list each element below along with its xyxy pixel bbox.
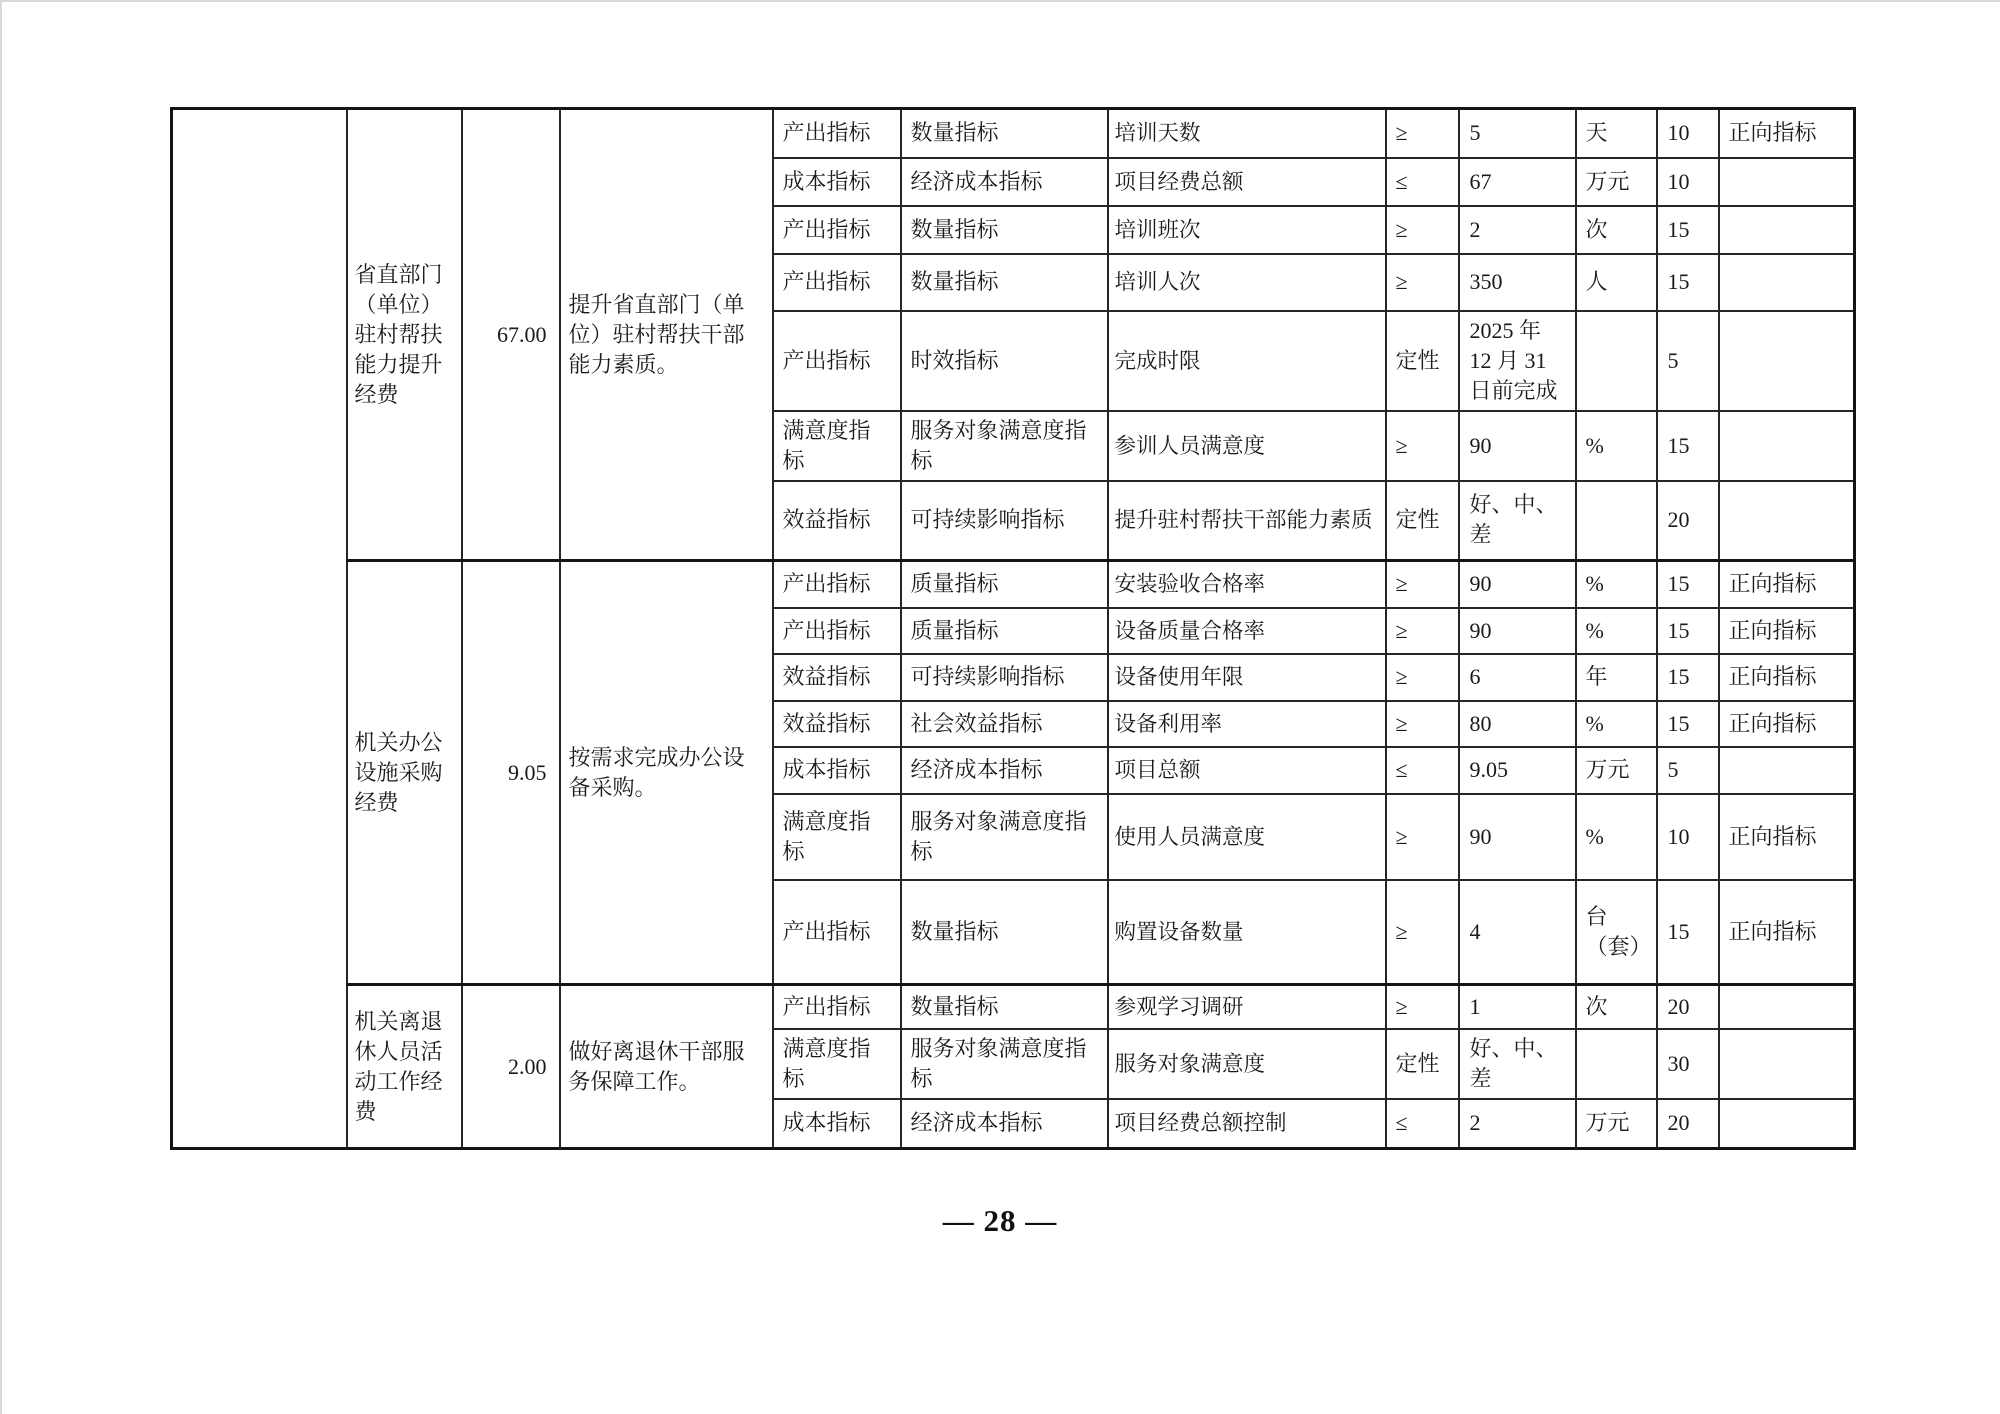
project-name-cell: 机关办公设施采购经费 [347, 561, 462, 985]
target-value-cell: 1 [1459, 985, 1576, 1029]
relation-cell: ≥ [1386, 561, 1459, 608]
target-value-cell: 4 [1459, 880, 1576, 985]
indicator-type-cell: 满意度指标 [773, 794, 901, 880]
score-cell: 15 [1657, 561, 1719, 608]
indicator-category-cell: 数量指标 [901, 254, 1108, 311]
direction-cell [1719, 1099, 1855, 1149]
page-edge-left [0, 0, 2, 1414]
relation-cell: ≥ [1386, 206, 1459, 254]
indicator-category-cell: 经济成本指标 [901, 747, 1108, 794]
page-edge-top [0, 0, 2000, 2]
score-cell: 15 [1657, 411, 1719, 481]
indicator-type-cell: 产出指标 [773, 109, 901, 158]
direction-cell [1719, 206, 1855, 254]
indicator-category-cell: 数量指标 [901, 109, 1108, 158]
indicator-type-cell: 产出指标 [773, 608, 901, 654]
unit-cell: 台（套） [1576, 880, 1657, 985]
relation-cell: ≤ [1386, 747, 1459, 794]
target-value-cell: 90 [1459, 608, 1576, 654]
relation-cell: ≥ [1386, 109, 1459, 158]
indicator-category-cell: 数量指标 [901, 985, 1108, 1029]
indicator-name-cell: 使用人员满意度 [1108, 794, 1386, 880]
indicator-name-cell: 提升驻村帮扶干部能力素质 [1108, 481, 1386, 561]
unit-cell: % [1576, 608, 1657, 654]
indicator-name-cell: 项目经费总额 [1108, 158, 1386, 206]
indicator-name-cell: 培训人次 [1108, 254, 1386, 311]
unit-cell: 次 [1576, 985, 1657, 1029]
relation-cell: ≥ [1386, 794, 1459, 880]
relation-cell: ≤ [1386, 158, 1459, 206]
indicator-category-cell: 时效指标 [901, 311, 1108, 411]
indicator-type-cell: 产出指标 [773, 206, 901, 254]
indicator-row [172, 109, 1855, 158]
unit-cell: 万元 [1576, 747, 1657, 794]
direction-cell [1719, 158, 1855, 206]
indicator-name-cell: 项目经费总额控制 [1108, 1099, 1386, 1149]
direction-cell [1719, 1029, 1855, 1099]
indicator-type-cell: 产出指标 [773, 561, 901, 608]
relation-cell: ≥ [1386, 608, 1459, 654]
indicator-type-cell: 满意度指标 [773, 411, 901, 481]
indicator-type-cell: 效益指标 [773, 701, 901, 747]
indicator-type-cell: 产出指标 [773, 880, 901, 985]
score-cell: 20 [1657, 481, 1719, 561]
relation-cell: 定性 [1386, 311, 1459, 411]
indicator-type-cell: 成本指标 [773, 1099, 901, 1149]
indicator-name-cell: 服务对象满意度 [1108, 1029, 1386, 1099]
project-objective-cell: 做好离退休干部服务保障工作。 [560, 985, 773, 1149]
indicator-category-cell: 经济成本指标 [901, 158, 1108, 206]
score-cell: 5 [1657, 311, 1719, 411]
relation-cell: 定性 [1386, 1029, 1459, 1099]
project-amount-cell: 9.05 [462, 561, 560, 985]
indicator-name-cell: 参训人员满意度 [1108, 411, 1386, 481]
target-value-cell: 2 [1459, 1099, 1576, 1149]
unit-cell: 次 [1576, 206, 1657, 254]
unit-cell [1576, 1029, 1657, 1099]
score-cell: 5 [1657, 747, 1719, 794]
target-value-cell: 90 [1459, 794, 1576, 880]
indicator-type-cell: 效益指标 [773, 654, 901, 701]
score-cell: 15 [1657, 701, 1719, 747]
indicator-name-cell: 购置设备数量 [1108, 880, 1386, 985]
performance-indicator-table [170, 107, 1856, 1150]
indicator-category-cell: 可持续影响指标 [901, 654, 1108, 701]
unit-cell: % [1576, 794, 1657, 880]
target-value-cell: 350 [1459, 254, 1576, 311]
project-objective-cell: 按需求完成办公设备采购。 [560, 561, 773, 985]
indicator-type-cell: 满意度指标 [773, 1029, 901, 1099]
relation-cell: ≥ [1386, 254, 1459, 311]
direction-cell: 正向指标 [1719, 654, 1855, 701]
direction-cell [1719, 985, 1855, 1029]
indicator-category-cell: 服务对象满意度指标 [901, 1029, 1108, 1099]
score-cell: 15 [1657, 880, 1719, 985]
unit-cell: % [1576, 701, 1657, 747]
direction-cell: 正向指标 [1719, 109, 1855, 158]
relation-cell: ≥ [1386, 880, 1459, 985]
relation-cell: ≥ [1386, 701, 1459, 747]
project-name-cell: 省直部门（单位）驻村帮扶能力提升经费 [347, 109, 462, 561]
score-cell: 15 [1657, 654, 1719, 701]
relation-cell: 定性 [1386, 481, 1459, 561]
indicator-type-cell: 产出指标 [773, 985, 901, 1029]
indicator-name-cell: 项目总额 [1108, 747, 1386, 794]
indicator-type-cell: 成本指标 [773, 158, 901, 206]
direction-cell: 正向指标 [1719, 561, 1855, 608]
project-amount-cell: 67.00 [462, 109, 560, 561]
indicator-name-cell: 培训天数 [1108, 109, 1386, 158]
indicator-name-cell: 设备质量合格率 [1108, 608, 1386, 654]
direction-cell [1719, 481, 1855, 561]
unit-cell: 万元 [1576, 1099, 1657, 1149]
score-cell: 20 [1657, 985, 1719, 1029]
indicator-name-cell: 参观学习调研 [1108, 985, 1386, 1029]
project-objective-cell: 提升省直部门（单位）驻村帮扶干部能力素质。 [560, 109, 773, 561]
indicator-row [172, 561, 1855, 608]
target-value-cell: 90 [1459, 411, 1576, 481]
indicator-category-cell: 服务对象满意度指标 [901, 411, 1108, 481]
indicator-name-cell: 完成时限 [1108, 311, 1386, 411]
page-footer [0, 1203, 2000, 1239]
unit-cell [1576, 481, 1657, 561]
unit-cell: 人 [1576, 254, 1657, 311]
target-value-cell: 80 [1459, 701, 1576, 747]
score-cell: 10 [1657, 794, 1719, 880]
target-value-cell: 5 [1459, 109, 1576, 158]
direction-cell: 正向指标 [1719, 608, 1855, 654]
direction-cell [1719, 311, 1855, 411]
score-cell: 30 [1657, 1029, 1719, 1099]
score-cell: 20 [1657, 1099, 1719, 1149]
target-value-cell: 67 [1459, 158, 1576, 206]
unit-cell: 年 [1576, 654, 1657, 701]
score-cell: 10 [1657, 158, 1719, 206]
score-cell: 15 [1657, 608, 1719, 654]
indicator-category-cell: 社会效益指标 [901, 701, 1108, 747]
indicator-type-cell: 产出指标 [773, 311, 901, 411]
project-name-cell: 机关离退休人员活动工作经费 [347, 985, 462, 1149]
indicator-category-cell: 数量指标 [901, 206, 1108, 254]
indicator-name-cell: 安装验收合格率 [1108, 561, 1386, 608]
indicator-name-cell: 设备利用率 [1108, 701, 1386, 747]
indicator-type-cell: 产出指标 [773, 254, 901, 311]
indicator-category-cell: 服务对象满意度指标 [901, 794, 1108, 880]
unit-cell: 万元 [1576, 158, 1657, 206]
page-number: — 28 — [942, 1203, 1058, 1238]
score-cell: 15 [1657, 254, 1719, 311]
table-body [172, 109, 1855, 1149]
indicator-category-cell: 数量指标 [901, 880, 1108, 985]
target-value-cell: 6 [1459, 654, 1576, 701]
unit-cell: 天 [1576, 109, 1657, 158]
direction-cell [1719, 411, 1855, 481]
target-value-cell: 好、中、差 [1459, 1029, 1576, 1099]
relation-cell: ≥ [1386, 654, 1459, 701]
target-value-cell: 9.05 [1459, 747, 1576, 794]
target-value-cell: 2 [1459, 206, 1576, 254]
relation-cell: ≥ [1386, 411, 1459, 481]
relation-cell: ≤ [1386, 1099, 1459, 1149]
score-cell: 15 [1657, 206, 1719, 254]
indicator-category-cell: 经济成本指标 [901, 1099, 1108, 1149]
indicator-category-cell: 质量指标 [901, 608, 1108, 654]
indicator-name-cell: 设备使用年限 [1108, 654, 1386, 701]
indicator-type-cell: 成本指标 [773, 747, 901, 794]
target-value-cell: 好、中、差 [1459, 481, 1576, 561]
direction-cell: 正向指标 [1719, 701, 1855, 747]
target-value-cell: 2025 年 12 月 31 日前完成 [1459, 311, 1576, 411]
indicator-category-cell: 质量指标 [901, 561, 1108, 608]
direction-cell: 正向指标 [1719, 794, 1855, 880]
indicator-category-cell: 可持续影响指标 [901, 481, 1108, 561]
spanning-blank-cell [172, 109, 347, 1149]
direction-cell: 正向指标 [1719, 880, 1855, 985]
indicator-name-cell: 培训班次 [1108, 206, 1386, 254]
unit-cell: % [1576, 411, 1657, 481]
direction-cell [1719, 254, 1855, 311]
target-value-cell: 90 [1459, 561, 1576, 608]
score-cell: 10 [1657, 109, 1719, 158]
direction-cell [1719, 747, 1855, 794]
indicator-row [172, 985, 1855, 1029]
unit-cell: % [1576, 561, 1657, 608]
unit-cell [1576, 311, 1657, 411]
project-amount-cell: 2.00 [462, 985, 560, 1149]
indicator-type-cell: 效益指标 [773, 481, 901, 561]
relation-cell: ≥ [1386, 985, 1459, 1029]
